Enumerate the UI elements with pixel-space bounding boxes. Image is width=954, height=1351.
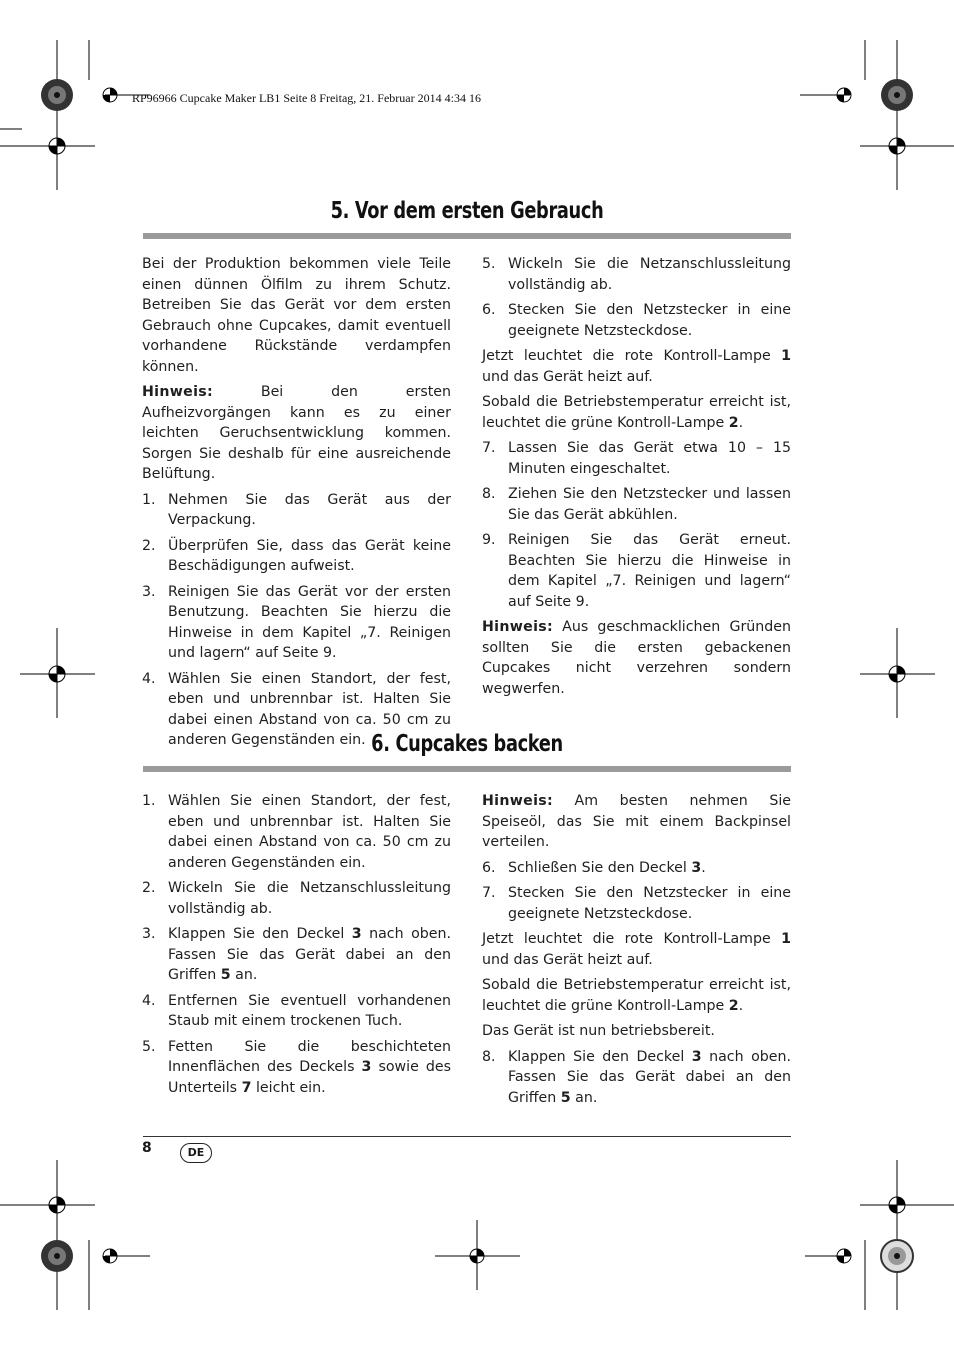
list-number: 3. xyxy=(142,926,156,942)
text-run: nach oben. Fassen Sie das Gerät dabei an den Griffen xyxy=(168,926,451,983)
list-number: 7. xyxy=(482,885,496,901)
text-run: an. xyxy=(570,1089,598,1106)
list-item xyxy=(142,582,451,664)
text-run: Klappen Sie den Deckel xyxy=(508,1048,692,1065)
list-number: 1. xyxy=(142,491,156,508)
text-run: Fetten Sie die beschichteten Innenflächen des Deckels xyxy=(168,1038,451,1075)
list-number: 1. xyxy=(142,793,156,809)
list-text: Wickeln Sie die Netzanschlussleitung vollständig ab. xyxy=(168,880,451,917)
text-run: leicht ein. xyxy=(251,1079,326,1096)
sub-text: Jetzt leuchtet die rote Kontroll-Lampe xyxy=(482,931,782,947)
section-6-left-column xyxy=(142,791,451,1103)
list-number: 2. xyxy=(142,880,156,896)
list-text: Entfernen Sie eventuell vorhandenen Staub mit einem trockenen Tuch. xyxy=(168,992,451,1029)
list-text: Stecken Sie den Netzstecker in eine geeignete Netzsteckdose. xyxy=(508,302,791,339)
sub-text: . xyxy=(738,997,744,1014)
list-text xyxy=(508,858,791,879)
sub-text: und das Gerät heizt auf. xyxy=(482,951,653,968)
section-6-right-column xyxy=(482,791,791,1113)
list-number: 9. xyxy=(482,532,496,548)
text-run: . xyxy=(701,859,706,876)
list-number: 6. xyxy=(482,302,496,318)
list-item xyxy=(482,858,791,879)
list-number: 3. xyxy=(142,583,156,600)
list-item xyxy=(482,438,791,479)
sub-paragraph xyxy=(482,346,791,387)
reference-number: 3 xyxy=(351,926,362,942)
list-item xyxy=(142,991,451,1032)
list-text: Reinigen Sie das Gerät erneut. Beachten Sie hierzu die Hinweise in dem Kapitel „7. Reinigen und lagern“ auf Seite 9. xyxy=(508,532,791,610)
list-text: Wählen Sie einen Standort, der fest, eben und unbrennbar ist. Halten Sie dabei einen Abstand von ca. 50 cm zu anderen Gegenständen ein. xyxy=(168,793,451,871)
section-5-right-column xyxy=(482,254,791,704)
list-text: Überprüfen Sie, dass das Gerät keine Beschädigungen aufweist. xyxy=(168,537,451,574)
note-label: Hinweis: xyxy=(482,619,553,635)
note-text: Aus geschmacklichen Gründen sollten Sie die ersten gebackenen Cupcakes nicht verzehren sondern wegwerfen. xyxy=(482,619,791,697)
reference-number: 1 xyxy=(781,931,791,947)
list-number: 6. xyxy=(482,859,496,876)
reference-number: 3 xyxy=(691,859,702,876)
note-3 xyxy=(482,791,791,853)
sub-text: Sobald die Betriebstemperatur erreicht ist, leuchtet die grüne Kontroll-Lampe xyxy=(482,977,791,1014)
list-text: Lassen Sie das Gerät etwa 10 – 15 Minuten eingeschaltet. xyxy=(508,440,791,477)
list-item xyxy=(142,878,451,919)
list-number: 7. xyxy=(482,440,496,456)
reference-number: 5 xyxy=(560,1089,571,1106)
list-number: 2. xyxy=(142,537,156,554)
list-text xyxy=(168,924,451,986)
sub-text: und das Gerät heizt auf. xyxy=(482,368,653,385)
section-5-rule xyxy=(143,233,791,239)
list-text: Wickeln Sie die Netzanschlussleitung vollständig ab. xyxy=(508,256,791,293)
text-run: an. xyxy=(230,967,258,983)
note-text: Bei den ersten Aufheizvorgängen kann es zu einer leichten Geruchsentwicklung kommen. Sorgen Sie deshalb für eine ausreichende Belüftung. xyxy=(142,384,451,482)
reference-number: 2 xyxy=(728,997,739,1014)
reference-number: 7 xyxy=(241,1079,252,1096)
list-number: 5. xyxy=(142,1038,156,1055)
list-item xyxy=(142,924,451,986)
list-item xyxy=(482,1047,791,1109)
note-text: Am besten nehmen Sie Speiseöl, das Sie mit einem Backpinsel verteilen. xyxy=(482,793,791,850)
text-run: Klappen Sie den Deckel xyxy=(168,926,352,942)
text-run: nach oben. Fassen Sie das Gerät dabei an den Griffen xyxy=(508,1048,791,1106)
sub-paragraph xyxy=(482,975,791,1016)
section-5-left-column xyxy=(142,254,451,756)
list-number: 4. xyxy=(142,670,156,687)
list-text xyxy=(508,1047,791,1109)
print-header: RP96966 Cupcake Maker LB1 Seite 8 Freitag, 21. Februar 2014 4:34 16 xyxy=(132,91,481,105)
reference-number: 3 xyxy=(361,1059,372,1075)
language-badge: DE xyxy=(180,1143,212,1163)
list-item xyxy=(482,484,791,525)
list-text: Nehmen Sie das Gerät aus der Verpackung. xyxy=(168,491,451,528)
section-6-title: 6. Cupcakes backen xyxy=(371,731,563,757)
sub-text: . xyxy=(738,414,744,431)
list-number: 8. xyxy=(482,486,496,502)
sub-paragraph xyxy=(482,929,791,970)
note-label: Hinweis: xyxy=(482,793,553,809)
section-6-rule xyxy=(143,766,791,772)
list-item xyxy=(142,1037,451,1099)
reference-number: 5 xyxy=(220,967,231,983)
note-label: Hinweis: xyxy=(142,384,213,400)
list-text: Ziehen Sie den Netzstecker und lassen Sie das Gerät abkühlen. xyxy=(508,486,791,523)
reference-number: 3 xyxy=(691,1048,702,1065)
sub-paragraph: Das Gerät ist nun betriebsbereit. xyxy=(482,1023,715,1039)
sub-text: Jetzt leuchtet die rote Kontroll-Lampe xyxy=(482,348,782,364)
page-number: 8 xyxy=(142,1140,152,1156)
list-text xyxy=(168,1037,451,1099)
list-item xyxy=(142,490,451,531)
footer-rule xyxy=(143,1136,791,1137)
intro-paragraph: Bei der Produktion bekommen viele Teile einen dünnen Ölfilm zu ihrem Schutz. Betreiben Sie das Gerät vor dem ersten Gebrauch ohne Cupcakes, damit eventuell vorhandene Rückstände verdampfen können. xyxy=(142,256,451,375)
reference-number: 1 xyxy=(781,348,791,364)
list-item xyxy=(142,791,451,873)
section-5-title: 5. Vor dem ersten Gebrauch xyxy=(330,198,604,224)
list-text: Wählen Sie einen Standort, der fest, eben und unbrennbar ist. Halten Sie dabei einen Abstand von ca. 50 cm zu anderen Gegenständen ein. xyxy=(168,670,451,748)
list-number: 5. xyxy=(482,256,496,272)
sub-paragraph xyxy=(482,392,791,433)
note-1 xyxy=(142,382,451,485)
list-text: Stecken Sie den Netzstecker in eine geeignete Netzsteckdose. xyxy=(508,885,791,922)
list-text: Reinigen Sie das Gerät vor der ersten Benutzung. Beachten Sie hierzu die Hinweise in dem Kapitel „7. Reinigen und lagern“ auf Seite 9. xyxy=(168,583,451,661)
reference-number: 2 xyxy=(728,414,739,431)
sub-text: Sobald die Betriebstemperatur erreicht ist, leuchtet die grüne Kontroll-Lampe xyxy=(482,394,791,431)
list-number: 4. xyxy=(142,992,156,1009)
list-item xyxy=(482,530,791,612)
list-item xyxy=(482,883,791,924)
list-number: 8. xyxy=(482,1048,496,1065)
text-run: sowie des Unterteils xyxy=(168,1059,451,1096)
list-item xyxy=(482,300,791,341)
list-item xyxy=(142,536,451,577)
text-run: Schließen Sie den Deckel xyxy=(508,859,692,876)
note-2 xyxy=(482,617,791,699)
list-item xyxy=(482,254,791,295)
